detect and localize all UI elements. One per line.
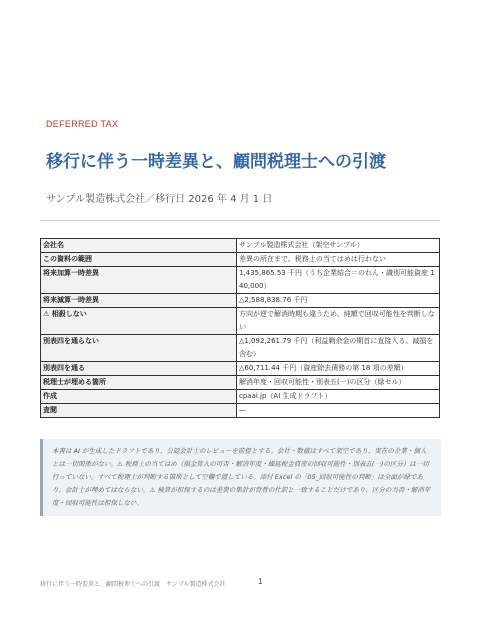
- page-subtitle: サンプル製造株式会社／移行日 2026 年 4 月 1 日: [46, 194, 273, 205]
- row-value: サンプル製造株式会社（架空サンプル）: [237, 239, 440, 253]
- table-row: [41, 239, 440, 253]
- table-row: [41, 335, 440, 362]
- row-key: 別表四を通らない: [41, 335, 237, 362]
- table-row: [41, 253, 440, 267]
- row-key: 将来減算一時差異: [41, 294, 237, 308]
- disclaimer-note: 本書は AI が生成したドラフトであり、公認会計士のレビューを前提とする。会社・数値はすべて架空であり、実在の企業・個人とは一切関係がない。⚠ 税務上の当てはめ（損金算入の可否・解消年度・繰延税金資産の回収可能性・別表五(一)の区分）は一切行っていない。すべて税理士が判断する箇所として空欄で渡している。添付 Excel の「05_回収可能性の判断」は全面が緑であり、会計士が埋めてはならない。⚠ 検算が担保するのは差異の集計が背骨の仕訳と一致することだけであり、区分の当否・解消年度・回収可能性は担保しない。: [40, 439, 441, 516]
- table-row: [41, 362, 440, 376]
- row-key: 別表四を通る: [41, 362, 237, 376]
- row-key: 将来加算一時差異: [41, 267, 237, 294]
- table-row: [41, 390, 440, 404]
- row-key: この資料の範囲: [41, 253, 237, 267]
- row-key: ⚠ 相殺しない: [41, 308, 237, 335]
- row-value: 差異の所在まで。税務上の当てはめは行わない: [237, 253, 440, 267]
- row-key: 税理士が埋める箇所: [41, 376, 237, 390]
- row-value: △60,711.44 千円（資産除去債務の第 18 項の差額）: [237, 362, 440, 376]
- row-key: 査閲: [41, 404, 237, 418]
- table-row: [41, 267, 440, 294]
- row-value: 1,435,865.53 千円（うち企業結合＝のれん・識別可能資産 140,000）: [237, 267, 440, 294]
- page-number: 1: [258, 577, 263, 586]
- table-row: [41, 404, 440, 418]
- row-key: 作成: [41, 390, 237, 404]
- table-row: [41, 376, 440, 390]
- row-value: 解消年度・回収可能性・別表五(一)の区分（緑セル）: [237, 376, 440, 390]
- row-value: cpaai.jp（AI 生成ドラフト）: [237, 390, 440, 404]
- page-title: 移行に伴う一時差異と、顧問税理士への引渡: [46, 152, 386, 172]
- header-divider: [40, 220, 440, 221]
- row-value: △1,092,261.79 千円（利益剰余金の期首に直接入る。減損を含む）: [237, 335, 440, 362]
- table-row: [41, 294, 440, 308]
- row-key: 会社名: [41, 239, 237, 253]
- row-value: 方向が逆で解消時期も違うため、純額で回収可能性を判断しない: [237, 308, 440, 335]
- row-value: △2,588,838.76 千円: [237, 294, 440, 308]
- summary-table: [40, 238, 440, 418]
- row-value: —: [237, 404, 440, 418]
- page-footer: 移行に伴う一時差異と、顧問税理士への引渡 サンプル製造株式会社: [40, 581, 226, 588]
- table-row: [41, 308, 440, 335]
- section-kicker: DEFERRED TAX: [46, 119, 119, 129]
